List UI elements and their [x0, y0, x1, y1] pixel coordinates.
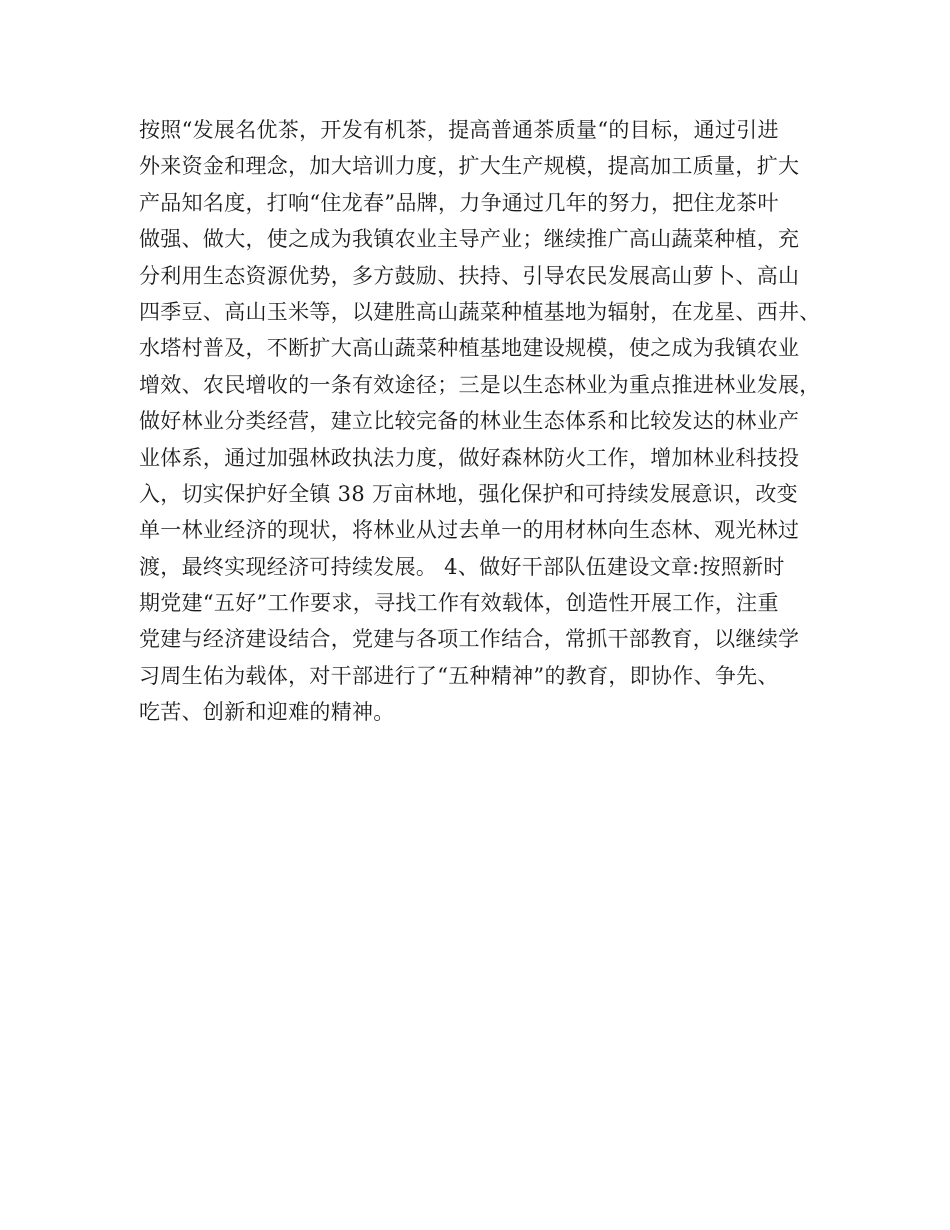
text-line: 入，切实保护好全镇 38 万亩林地，强化保护和可持续发展意识，改变 — [139, 481, 798, 506]
text-line: 水塔村普及，不断扩大高山蔬菜种植基地建设规模，使之成为我镇农业 — [139, 336, 800, 361]
text-line: 吃苦、创新和迎难的精神。 — [139, 700, 395, 725]
text-line: 做强、做大，使之成为我镇农业主导产业；继续推广高山蔬菜种植，充 — [139, 227, 800, 252]
text-line: 单一林业经济的现状，将林业从过去单一的用材林向生态林、观光林过 — [139, 518, 800, 543]
text-line: 按照“发展名优茶，开发有机茶，提高普通茶质量“的目标，通过引进 — [139, 118, 779, 142]
text-line: 业体系，通过加强林政执法力度，做好森林防火工作，增加林业科技投 — [139, 445, 800, 470]
text-line: 分利用生态资源优势，多方鼓励、扶持、引导农民发展高山萝卜、高山 — [139, 263, 800, 288]
text-line: 习周生佑为载体，对干部进行了“五种精神”的教育，即协作、争先、 — [139, 663, 779, 688]
body-paragraph — [139, 112, 839, 731]
text-line: 增效、农民增收的一条有效途径；三是以生态林业为重点推进林业发展， — [139, 372, 821, 397]
text-line: 产品知名度，打响“住龙春”品牌，力争通过几年的努力，把住龙茶叶 — [139, 190, 779, 215]
text-line: 渡，最终实现经济可持续发展。 4、做好干部队伍建设文章:按照新时 — [139, 554, 785, 579]
text-line: 做好林业分类经营，建立比较完备的林业生态体系和比较发达的林业产 — [139, 409, 800, 434]
text-line: 党建与经济建设结合，党建与各项工作结合，常抓干部教育，以继续学 — [139, 627, 800, 652]
text-line: 四季豆、高山玉米等，以建胜高山蔬菜种植基地为辐射，在龙星、西井、 — [139, 299, 821, 324]
text-line: 期党建“五好”工作要求，寻找工作有效载体，创造性开展工作，注重 — [139, 591, 779, 616]
text-line: 外来资金和理念，加大培训力度，扩大生产规模，提高加工质量，扩大 — [139, 154, 800, 179]
